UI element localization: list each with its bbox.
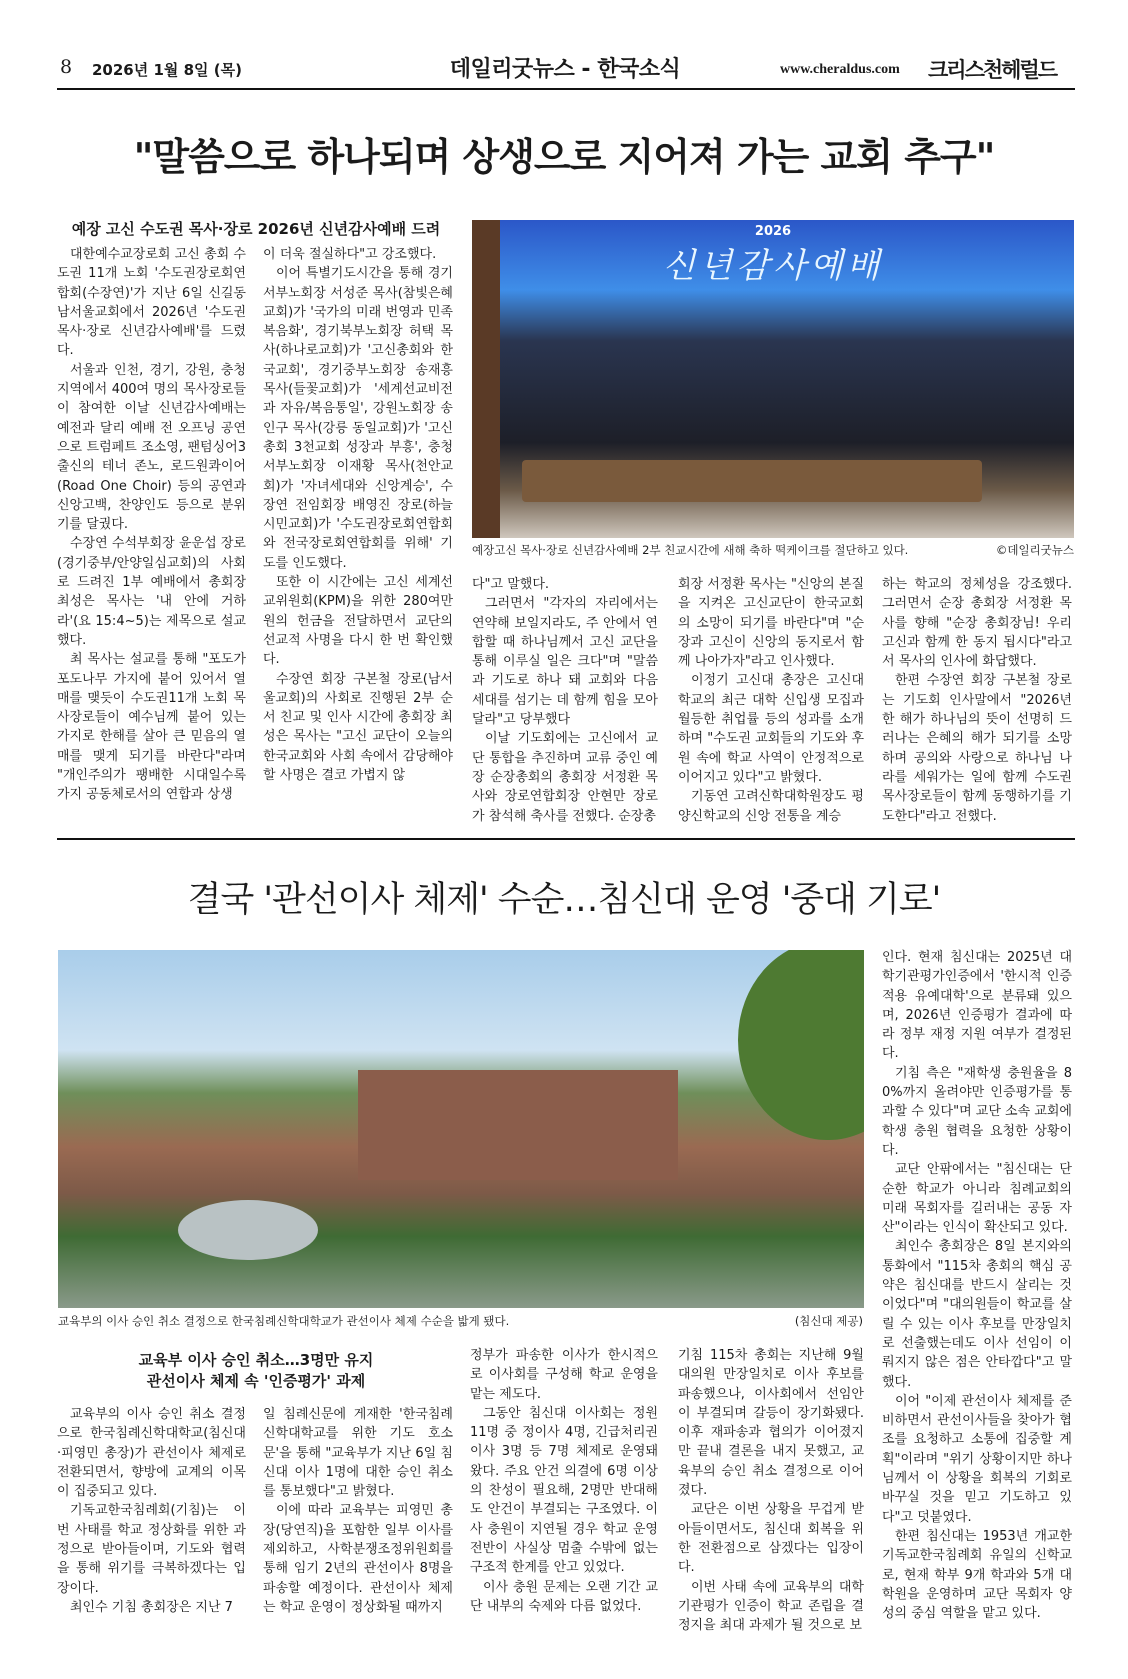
article1-headline: "말씀으로 하나되며 상생으로 지어져 가는 교회 추구" bbox=[133, 135, 995, 179]
paragraph: 기동연 고려신학대학원장도 평양신학교의 신앙 전통을 계승 bbox=[678, 789, 864, 824]
article2-photo-caption: 교육부의 이사 승인 취소 결정으로 한국침례신학대학교가 관선이사 체제 수순을 밟게 됐다. bbox=[58, 1314, 510, 1328]
article1-subhead: 예장 고신 수도권 목사·장로 2026년 신년감사예배 드려 bbox=[71, 220, 441, 238]
article2-photo-credit: (침신대 제공) bbox=[794, 1314, 863, 1328]
paragraph: 정부가 파송한 이사가 한시적으로 이사회를 구성해 학교 운영을 맡는 제도다. bbox=[470, 1348, 658, 1402]
article1-column-2 bbox=[263, 245, 453, 785]
paragraph: 인다. 현재 침신대는 2025년 대학기관평가인증에서 '한시적 인증 적용 유예대학'으로 분류돼 있으며, 2026년 인증평가 결과에 따라 정부 재정 지원 여부가 결정된다. bbox=[882, 950, 1072, 1062]
paragraph: 이사 충원 문제는 오랜 기간 교단 내부의 숙제와 다름 없었다. bbox=[470, 1579, 658, 1614]
paragraph: 한편 침신대는 1953년 개교한 기독교한국침례회 유일의 신학교로, 현재 학부 9개 학과와 5개 대학원을 운영하며 교단 목회자 양성의 중심 역할을 맡고 있다. bbox=[882, 1528, 1072, 1622]
paragraph: 다"고 말했다. bbox=[472, 577, 550, 592]
paragraph: 기침 측은 "재학생 충원율을 80%까지 올려야만 인증평가를 통과할 수 있다"며 교단 소속 교회에 학생 충원 협력을 요청한 상황이다. bbox=[882, 1065, 1072, 1158]
paragraph: 최 목사는 설교를 통해 "포도가 포도나무 가지에 붙어 있어서 열매를 맺듯이 수도권11개 노회 목사장로들이 예수님께 붙어 있는 가지로 한해를 살아 큰 믿음의 열매를 맺게 되기를 바란다"라며 "개인주의가 팽배한 시대일수록 가지 공동체로서의 연합과 상생 bbox=[57, 652, 246, 803]
paragraph: 대한예수교장로회 고신 총회 수도권 11개 노회 '수도권장로회연합회(수장연)'가 지난 6일 신길동 남서울교회에서 2026년 '수도권 목사·장로 신년감사예배'를 드렸다. bbox=[57, 247, 246, 359]
screen-year: 2026 bbox=[754, 224, 792, 239]
site-url[interactable]: www.cheraldus.com bbox=[780, 62, 900, 77]
paragraph: 이 더욱 절실하다"고 강조했다. bbox=[263, 247, 437, 262]
article2-subhead-line2: 관선이사 체제 속 '인증평가' 과제 bbox=[146, 1372, 366, 1390]
issue-date: 2026년 1월 8일 (목) bbox=[92, 61, 242, 79]
article2-column-3 bbox=[470, 1346, 658, 1616]
paragraph: 수장연 회장 구본철 장로(남서울교회)의 사회로 진행된 2부 순서 친교 및 인사 시간에 총회장 최성은 목사는 "고신 교단이 오늘의 한국교회와 사회 속에서 감당해야 할 사명은 결코 가볍지 않 bbox=[263, 671, 453, 784]
paragraph: 하는 학교의 정체성을 강조했다. 그러면서 순장 총회장 서정환 목사를 향해 "순장 총회장님! 우리 고신과 함께 한 동지 됩시다"라고 서 목사의 인사에 화답했다. bbox=[882, 577, 1072, 670]
photo-plaza bbox=[178, 1200, 318, 1260]
paragraph: 이에 따라 교육부는 피영민 총장(당연직)을 포함한 일부 이사를 제외하고, 사학분쟁조정위원회를 통해 임기 2년의 관선이사 8명을 파송할 예정이다. 관선이사 체제는 학교 운영이 정상화될 때까지 bbox=[263, 1503, 453, 1615]
paragraph: 이어 "이제 관선이사 체제를 준비하면서 관선이사들을 찾아가 협조를 요청하고 소통에 집중할 계획"이라며 "위기 상황이지만 하나님께서 이 상황을 회복의 기회로 바꾸실 것을 믿고 기도하고 있다"고 덧붙였다. bbox=[882, 1393, 1072, 1525]
paragraph: 이번 사태 속에 교육부의 대학기관평가 인증이 학교 존립을 결정지을 최대 과제가 될 것으로 보 bbox=[678, 1579, 864, 1634]
rice-cake bbox=[522, 460, 982, 502]
paragraph: 한편 수장연 회장 구본철 장로는 기도회 인사말에서 "2026년 한 해가 하나님의 뜻이 선명히 드러나는 은혜의 해가 되기를 소망하며 공의와 사랑으로 하나님 나라를 세워가는 일에 함께 수도권 목사장로들이 함께 동행하기를 기도한다"라고 전했다. bbox=[882, 673, 1072, 824]
paragraph: 이정기 고신대 총장은 고신대학교의 최근 대학 신입생 모집과 월등한 취업률 등의 성과를 소개하며 "수도권 교회들의 기도와 후원 속에 학교 사역이 안정적으로 이어지고 있다"고 밝혔다. bbox=[678, 673, 864, 785]
article1-column-4 bbox=[678, 575, 864, 826]
paragraph: 또한 이 시간에는 고신 세계선교위원회(KPM)을 위한 280여만 원의 헌금을 전달하면서 교단의 선교적 사명을 다시 한 번 확인했다. bbox=[263, 575, 453, 668]
article2-subhead-line1: 교육부 이사 승인 취소…3명만 유지 bbox=[138, 1351, 374, 1369]
article1-column-3 bbox=[472, 575, 658, 826]
paragraph: 최인수 총회장은 8일 본지와의 통화에서 "115차 총회의 핵심 공약은 침신대를 반드시 살리는 것이었다"며 "대의원들이 학교를 살릴 수 있는 이사 후보를 만장일치로 선출했는데도 이사 선임이 이뤄지지 않은 점은 안타깝다"고 말했다. bbox=[882, 1239, 1072, 1390]
article-divider bbox=[57, 838, 1075, 840]
header-divider bbox=[57, 88, 1075, 90]
paragraph: 수장연 수석부회장 윤운섭 장로(경기중부/안양일심교회)의 사회로 드려진 1부 예배에서 총회장 최성은 목사는 '내 안에 거하라'(요 15:4~5)는 제목으로 설교했다. bbox=[57, 536, 246, 648]
article2-photo bbox=[58, 950, 864, 1308]
paragraph: 서울과 인천, 경기, 강원, 충청 지역에서 400여 명의 목사장로들이 참여한 이날 신년감사예배는 예전과 달리 예배 전 오프닝 공연으로 트럼페트 조소영, 팬텀싱어3 출신의 테너 존노, 로드원콰이어(Road One Choir) 등의 공연과 신앙고백, 찬양인도 등으로 분위기를 달궜다. bbox=[57, 362, 246, 533]
page-number: 8 bbox=[60, 56, 73, 78]
section-title: 데일리굿뉴스 - 한국소식 bbox=[449, 57, 681, 82]
article1-column-1 bbox=[57, 245, 246, 805]
article2-column-5 bbox=[882, 948, 1072, 1623]
paragraph: 그동안 침신대 이사회는 정원 11명 중 정이사 4명, 긴급처리권 이사 3명 등 7명 체제로 운영돼 왔다. 주요 안건 의결에 6명 이상의 찬성이 필요해, 2명만 반대해도 안건이 부결되는 구조였다. 이사 충원이 지연될 경우 학교 운영 전반이 사실상 멈출 수밖에 없는 구조적 한계를 안고 있었다. bbox=[470, 1405, 658, 1576]
article2-headline: 결국 '관선이사 체제' 수순…침신대 운영 '중대 기로' bbox=[187, 880, 941, 920]
paragraph: 그러면서 "각자의 자리에서는 연약해 보일지라도, 주 안에서 연합할 때 하나님께서 고신 교단을 통해 이루실 일은 크다"며 "말씀과 기도로 하나 돼 교회와 다음 세대를 섬기는 데 함께 힘을 모아 달라"고 당부했다 bbox=[472, 596, 658, 728]
paragraph: 일 침례신문에 게재한 '한국침례신학대학교를 위한 기도 호소문'을 통해 "교육부가 지난 6일 침신대 이사 1명에 대한 승인 취소를 통보했다"고 밝혔다. bbox=[263, 1407, 453, 1500]
paragraph: 이어 특별기도시간을 통해 경기서부노회장 서성준 목사(참빛은혜교회)가 '국가의 미래 번영과 민족복음화', 경기북부노회장 허택 목사(하나로교회)가 '고신총회와 한국교회', 경기중부노회장 송재흥 목사(들꽃교회)가 '세계선교비전과 자유/복음통일', 강원노회장 송인구 목사(강릉 동일교회)가 '고신총회 3천교회 성장과 부흥', 충청서부노회장 이재황 목사(천안교회)가 '자녀세대와 신앙계승', 수장연 전임회장 배영진 장로(하늘시민교회)가 '수도권장로회연합회와 전국장로회연합회를 위해' 기도를 인도했다. bbox=[263, 266, 453, 571]
paragraph: 교단 안팎에서는 "침신대는 단순한 학교가 아니라 침례교회의 미래 목회자를 길러내는 공동 자산"이라는 인식이 확산되고 있다. bbox=[882, 1162, 1072, 1236]
article1-photo bbox=[472, 220, 1074, 538]
photo-building bbox=[358, 1070, 678, 1180]
article1-photo-credit: ©데일리굿뉴스 bbox=[995, 543, 1074, 557]
article2-column-2 bbox=[263, 1405, 453, 1617]
article2-column-4 bbox=[678, 1346, 864, 1635]
paragraph: 최인수 기침 총회장은 지난 7 bbox=[70, 1599, 233, 1615]
screen-title: 신년감사예배 bbox=[662, 246, 884, 286]
photo-tree bbox=[738, 950, 864, 1140]
paragraph: 기독교한국침례회(기침)는 이번 사태를 학교 정상화를 위한 과정으로 받아들이며, 기도와 협력을 통해 위기를 극복하겠다는 입장이다. bbox=[57, 1503, 246, 1596]
paragraph: 교단은 이번 상황을 무겁게 받아들이면서도, 침신대 회복을 위한 전환점으로 삼겠다는 입장이다. bbox=[678, 1502, 864, 1576]
paragraph: 이날 기도회에는 고신에서 교단 통합을 추진하며 교류 중인 예장 순장총회의 총회장 서정환 목사와 장로연합회장 안현만 장로가 참석해 축사를 전했다. 순장총 bbox=[472, 731, 658, 824]
paragraph: 기침 115차 총회는 지난해 9월 대의원 만장일치로 이사 후보를 파송했으나, 이사회에서 선임안이 부결되며 갈등이 장기화됐다. 이후 재파송과 협의가 이어졌지만 끝내 결론을 내지 못했고, 교육부의 승인 취소 결정으로 이어졌다. bbox=[678, 1348, 864, 1499]
paragraph: 회장 서정환 목사는 "신앙의 본질을 지켜온 고신교단이 한국교회의 소망이 되기를 바란다"며 "순장과 고신이 신앙의 동지로서 함께 나아가자"라고 인사했다. bbox=[678, 577, 864, 670]
article2-column-1 bbox=[57, 1405, 246, 1617]
article1-photo-caption: 예장고신 목사·장로 신년감사예배 2부 친교시간에 새해 축하 떡케이크를 절단하고 있다. bbox=[472, 543, 909, 557]
article1-column-5 bbox=[882, 575, 1072, 826]
newspaper-logo: 크리스천헤럴드 bbox=[928, 58, 1057, 82]
paragraph: 교육부의 이사 승인 취소 결정으로 한국침례신학대학교(침신대·피영민 총장)가 관선이사 체제로 전환되면서, 향방에 교계의 이목이 집중되고 있다. bbox=[57, 1407, 246, 1500]
